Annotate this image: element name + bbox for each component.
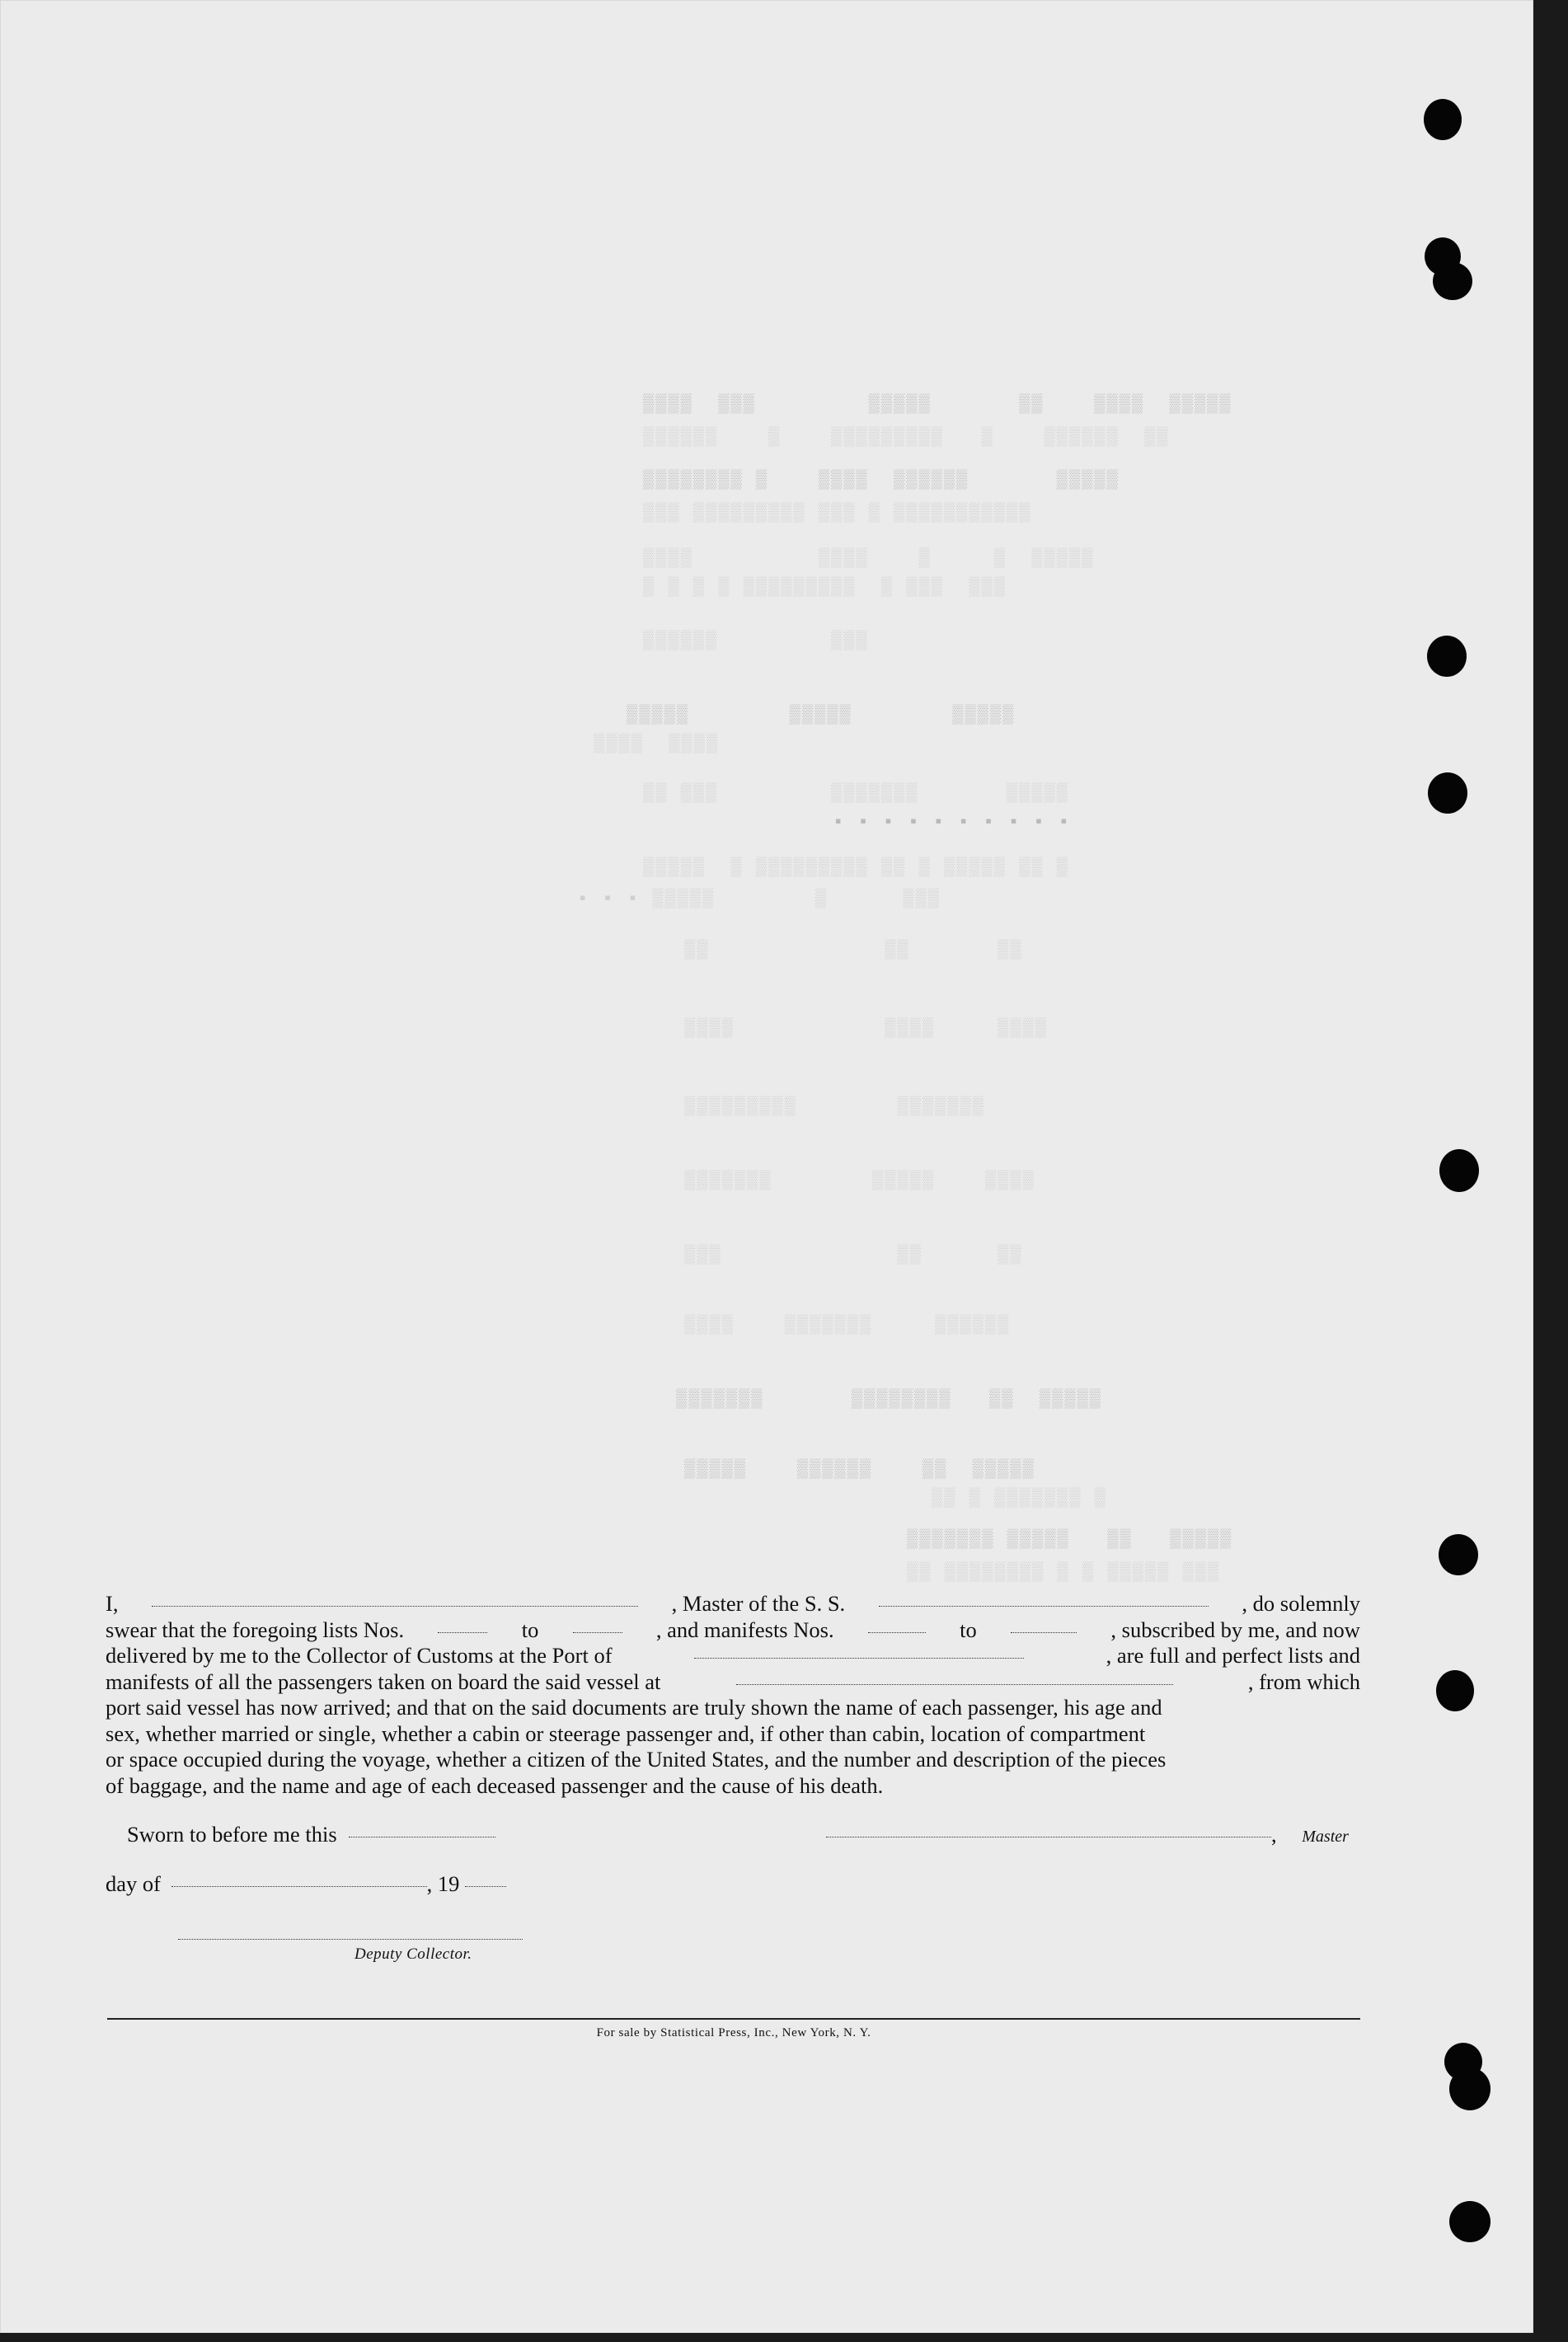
bleed-through-text: ▒▒▒▒▒ ▒ ▒▒▒▒▒▒▒▒▒ ▒▒ ▒ ▒▒▒▒▒ ▒▒ ▒ — [643, 857, 1069, 878]
oath-text: , and manifests Nos. — [655, 1617, 834, 1642]
day-of-text: day of — [106, 1871, 161, 1896]
bleed-through-text: ▒▒▒▒▒▒ ▒ ▒▒▒▒▒▒▒▒▒ ▒ ▒▒▒▒▒▒ ▒▒ — [643, 427, 1170, 448]
punch-hole — [1424, 99, 1462, 140]
oath-line — [106, 1643, 1360, 1669]
bleed-through-text: ▒▒▒▒▒▒▒▒ ▒ ▒▒▒▒ ▒▒▒▒▒▒ ▒▒▒▒▒ — [643, 470, 1120, 490]
oath-text: , subscribed by me, and now — [1110, 1617, 1360, 1642]
bleed-through-text: ▒▒▒▒▒ ▒▒▒▒▒▒ ▒▒ ▒▒▒▒▒ — [684, 1459, 1035, 1480]
oath-text: of baggage, and the name and age of each deceased passenger and the cause of his death. — [106, 1772, 884, 1798]
oath-line — [106, 1591, 1360, 1617]
bleed-through-text: ▒▒ ▒ ▒▒▒▒▒▒▒ ▒ — [932, 1488, 1107, 1509]
vessel-name-field[interactable] — [879, 1606, 1209, 1607]
bleed-through-text: ▒▒▒▒▒▒▒▒▒ ▒▒▒▒▒▒▒ — [684, 1096, 985, 1117]
punch-hole — [1427, 636, 1467, 677]
day-of-line — [106, 1871, 506, 1897]
bleed-through-text: ▒▒▒▒ ▒▒▒▒ ▒ ▒ ▒▒▒▒▒ — [643, 548, 1095, 569]
bleed-through-text: ▒▒▒▒▒▒▒ ▒▒▒▒▒ ▒▒ ▒▒▒▒▒ — [907, 1529, 1233, 1550]
sworn-line — [127, 1822, 495, 1847]
port-field[interactable] — [694, 1658, 1024, 1659]
oath-text: to — [960, 1617, 977, 1642]
oath-line — [106, 1695, 1360, 1721]
oath-text: delivered by me to the Collector of Customs at the Port of — [106, 1643, 613, 1668]
oath-line — [106, 1669, 1360, 1696]
master-label: Master — [1302, 1828, 1349, 1846]
sworn-text: Sworn to before me this — [127, 1822, 337, 1847]
oath-text: swear that the foregoing lists Nos. — [106, 1617, 405, 1642]
oath-text: , are full and perfect lists and — [1106, 1643, 1360, 1668]
bleed-through-text: ▒▒▒▒▒▒▒ ▒▒▒▒▒ ▒▒▒▒ — [684, 1171, 1035, 1191]
oath-text: I, — [106, 1591, 119, 1616]
oath-paragraph — [106, 1591, 1360, 1799]
bleed-through-text: ▒ ▒ ▒ ▒ ▒▒▒▒▒▒▒▒▒ ▒ ▒▒▒ ▒▒▒ — [643, 577, 1007, 598]
oath-text: port said vessel has now arrived; and that on the said documents are truly shown the name of each passenger, his age and — [106, 1695, 1162, 1720]
master-name-field[interactable] — [152, 1606, 638, 1607]
bleed-through-text: ▒▒▒▒ ▒▒▒▒ — [594, 734, 720, 754]
manifest-from-field[interactable] — [868, 1632, 926, 1633]
deputy-signature-field[interactable] — [178, 1939, 523, 1940]
oath-text: sex, whether married or single, whether a cabin or steerage passenger and, if other than cabin, location of compartment — [106, 1720, 1146, 1746]
oath-line — [106, 1747, 1360, 1773]
punch-hole — [1449, 2067, 1491, 2110]
punch-hole — [1436, 1670, 1474, 1711]
bleed-through-text: ▒▒ ▒▒▒ ▒▒▒▒▒▒▒ ▒▒▒▒▒ — [643, 783, 1069, 804]
oath-text: to — [521, 1617, 539, 1642]
punch-hole — [1428, 772, 1467, 814]
list-from-field[interactable] — [438, 1632, 487, 1633]
month-field[interactable] — [171, 1886, 427, 1887]
oath-text: , do solemnly — [1242, 1591, 1360, 1616]
oath-text: manifests of all the passengers taken on board the said vessel at — [106, 1668, 661, 1694]
punch-hole — [1449, 2201, 1491, 2242]
oath-line — [106, 1721, 1360, 1748]
master-signature: , Master — [826, 1822, 1349, 1847]
bleed-through-text: ▒▒▒ ▒▒ ▒▒ — [684, 1245, 1023, 1265]
oath-text: or space occupied during the voyage, whether a citizen of the United States, and the number and description of the pieces — [106, 1747, 1167, 1772]
bleed-through-text: ▒▒▒▒ ▒▒▒▒ ▒▒▒▒ — [684, 1018, 1048, 1039]
list-to-field[interactable] — [573, 1632, 622, 1633]
punch-hole — [1433, 262, 1472, 300]
oath-text: , Master of the S. S. — [671, 1591, 846, 1616]
year-field[interactable] — [465, 1886, 506, 1887]
bleed-through-text: ▒▒ ▒▒ ▒▒ — [684, 940, 1023, 960]
bleed-through-text: ▒▒▒▒▒ ▒▒▒▒▒ ▒▒▒▒▒ — [627, 705, 1016, 725]
punch-hole — [1439, 1534, 1478, 1575]
bleed-through-text: ▪ ▪ ▪ ▒▒▒▒▒ ▒ ▒▒▒ — [577, 889, 941, 909]
year-prefix: , 19 — [426, 1871, 460, 1896]
bleed-through-text: ▪ ▪ ▪ ▪ ▪ ▪ ▪ ▪ ▪ ▪ — [833, 812, 1071, 833]
departure-port-field[interactable] — [736, 1684, 1173, 1685]
oath-line — [106, 1617, 1360, 1644]
deputy-collector-label: Deputy Collector. — [354, 1945, 472, 1963]
bleed-through-text: ▒▒ ▒▒▒▒▒▒▒▒ ▒ ▒ ▒▒▒▒▒ ▒▒▒ — [907, 1562, 1221, 1583]
punch-hole — [1439, 1149, 1479, 1192]
bleed-through-text: ▒▒▒▒▒▒ ▒▒▒ — [643, 631, 869, 651]
bleed-through-text: ▒▒▒▒ ▒▒▒▒▒▒▒ ▒▒▒▒▒▒ — [684, 1315, 1011, 1335]
oath-line — [106, 1773, 1360, 1800]
publisher-footer: For sale by Statistical Press, Inc., New York, N. Y. — [596, 2026, 871, 2039]
bleed-through-text: ▒▒▒▒▒▒▒ ▒▒▒▒▒▒▒▒ ▒▒ ▒▒▒▒▒ — [676, 1389, 1102, 1410]
oath-text: , from which — [1247, 1668, 1360, 1694]
footer-rule — [107, 2018, 1360, 2020]
bleed-through-text: ▒▒▒▒ ▒▒▒ ▒▒▒▒▒ ▒▒ ▒▒▒▒ ▒▒▒▒▒ — [643, 394, 1232, 415]
bleed-through-text: ▒▒▒ ▒▒▒▒▒▒▒▒▒ ▒▒▒ ▒ ▒▒▒▒▒▒▒▒▒▒▒ — [643, 503, 1032, 523]
manifest-to-field[interactable] — [1011, 1632, 1077, 1633]
